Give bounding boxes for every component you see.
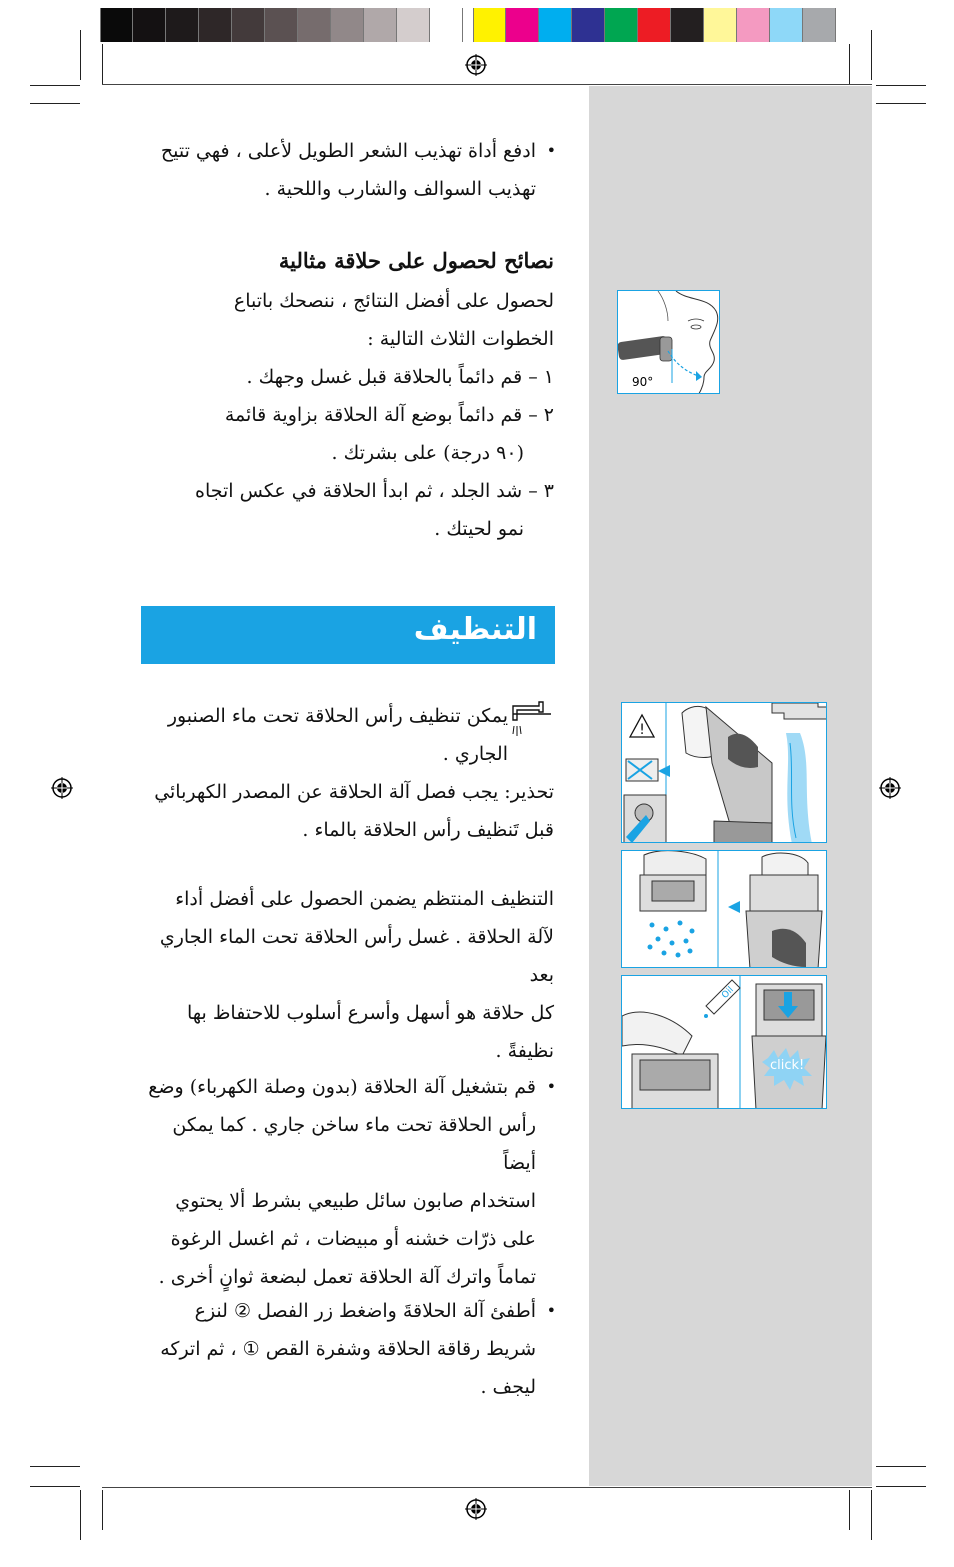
- click-label: click!: [770, 1058, 805, 1073]
- crop-mark: [876, 1486, 926, 1487]
- crop-mark: [30, 1486, 80, 1487]
- svg-text:!: !: [639, 722, 645, 738]
- remove-foil-figure: [621, 850, 827, 968]
- bullet-1-line: على ذرّات خشنه أو مبيضات ، ثم اغسل الرغوة: [170, 1228, 536, 1250]
- shaving-angle-figure: [617, 290, 720, 394]
- color-swatch: [473, 8, 506, 42]
- color-swatch: [539, 8, 572, 42]
- bullet-1-line: • قم بتشغيل آلة الحلاقة (بدون وصلة الكهرباء) وضع: [140, 1068, 556, 1106]
- color-swatch: [704, 8, 737, 42]
- warning-line: قبل تَنظيف رأس الحلاقة بالماء .: [302, 819, 554, 841]
- grey-swatch: [199, 8, 232, 42]
- tips-step-2: ٢ – قم دائماً بوضع آلة الحلاقة بزاوية قائمة: [224, 404, 554, 426]
- crop-mark: [876, 103, 926, 104]
- color-swatch: [605, 8, 638, 42]
- color-swatch: [737, 8, 770, 42]
- oil-and-click-figure: [621, 975, 827, 1109]
- grey-swatch: [232, 8, 265, 42]
- bullet-1-line: رأس الحلاقة تحت ماء ساخن جاري . كما يمكن أيضاً: [172, 1114, 536, 1174]
- tips-step-3-cont: نمو لحيتك .: [434, 518, 524, 540]
- bullet-2-line: شريط رقاقة الحلاقة وشفرة القص ① ، ثم اتركه: [160, 1338, 536, 1360]
- color-calibration-bar: [100, 8, 836, 42]
- crop-mark: [849, 44, 850, 84]
- page-trim-line: [102, 1487, 872, 1488]
- grey-swatch: [100, 8, 133, 42]
- grey-swatch: [397, 8, 430, 42]
- grey-swatch: [430, 8, 463, 42]
- tips-intro-line: لحصول على أفضل النتائج ، ننصحك باتباع: [233, 290, 554, 312]
- grey-swatch: [133, 8, 166, 42]
- warning-line: تحذير: يجب فصل آلة الحلاقة عن المصدر الكهربائي: [154, 781, 554, 803]
- cleaning-section-banner: [141, 606, 555, 664]
- crop-mark: [871, 1490, 872, 1540]
- color-swatch: [638, 8, 671, 42]
- grey-swatch: [166, 8, 199, 42]
- crop-mark: [876, 85, 926, 86]
- color-swatch: [506, 8, 539, 42]
- crop-mark: [80, 30, 81, 80]
- grey-swatch: [331, 8, 364, 42]
- oil-bottle-label: Oil: [720, 985, 736, 1001]
- color-swatch: [770, 8, 803, 42]
- registration-mark-top: [465, 54, 487, 76]
- bullet-2-line: ليجف .: [480, 1376, 536, 1398]
- color-swatch: [671, 8, 704, 42]
- cleaning-water-text: [140, 697, 508, 773]
- registration-mark-left: [51, 777, 73, 799]
- grey-swatch: [364, 8, 397, 42]
- tips-step-2-cont: (٩٠ درجة) على بشرتك .: [331, 442, 524, 464]
- registration-mark-right: [879, 777, 901, 799]
- cleaning-bullet-2: [140, 1292, 556, 1406]
- tips-heading: نصائح لحصول على حلاقة مثالية: [278, 248, 554, 273]
- regular-line: لآلة الحلاقة . غسل رأس الحلاقة تحت الماء الجاري بعد: [159, 926, 554, 986]
- grey-swatch: [298, 8, 331, 42]
- bullet-2-line: • أطفئ آلة الحلاقةَ واضغط زر الفصل ② لنزع: [140, 1292, 556, 1330]
- regular-line: نظيفةً .: [495, 1040, 554, 1062]
- cleaning-regular: [140, 880, 554, 1070]
- cleaning-warning: [140, 773, 554, 849]
- crop-mark: [876, 1466, 926, 1467]
- intro-bullet: [140, 132, 556, 208]
- tips-intro-line: الخطوات الثلاث التالية :: [367, 328, 554, 350]
- color-swatch: [572, 8, 605, 42]
- page-trim-line: [102, 84, 872, 85]
- cleaning-title: التنظيف: [413, 612, 537, 647]
- cleaning-water-line: الجاري .: [442, 743, 508, 765]
- angle-label: 90°: [632, 375, 654, 389]
- bullet-1-line: استخدام صابون سائل طبيعي بشرط ألا يحتوي: [175, 1190, 536, 1212]
- regular-line: كل حلاقة هو أسهل وأسرع أسلوب للاحتفاظ بها: [186, 1002, 554, 1024]
- regular-line: التنظيف المنتظم يضمن الحصول على أفضل أداء: [175, 888, 554, 910]
- intro-line: تهذيب السوالف والشارب واللحية .: [264, 178, 536, 200]
- rinse-illustration: [622, 703, 827, 843]
- crop-mark: [80, 1490, 81, 1540]
- grey-swatch: [265, 8, 298, 42]
- crop-mark: [102, 44, 103, 84]
- crop-mark: [849, 1490, 850, 1530]
- registration-mark-bottom: [465, 1498, 487, 1520]
- remove-foil-illustration: [622, 851, 827, 968]
- crop-mark: [871, 30, 872, 80]
- crop-mark: [30, 85, 80, 86]
- intro-line: • ادفع أداة تهذيب الشعر الطويل لأعلى ، فهي تتيح: [140, 132, 556, 170]
- tips-step-1: ١ – قم دائماً بالحلاقة قبل غسل وجهك .: [246, 366, 554, 388]
- cleaning-bullet-1: [140, 1068, 556, 1296]
- crop-mark: [30, 103, 80, 104]
- tips-body: [140, 282, 554, 548]
- cleaning-water-line: يمكن تنظيف رأس الحلاقة تحت ماء الصنبور: [167, 705, 508, 727]
- color-swatch: [803, 8, 836, 42]
- crop-mark: [102, 1490, 103, 1530]
- swatch-gap: [463, 8, 473, 42]
- tips-step-3: ٣ – شد الجلد ، ثم ابدأ الحلاقة في عكس اتجاه: [195, 480, 554, 502]
- water-tap-icon: [509, 700, 553, 740]
- bullet-1-line: تماماً واترك آلة الحلاقة تعمل لبضعة ثوانٍ أخرى .: [158, 1266, 536, 1288]
- rinse-under-tap-figure: [621, 702, 827, 843]
- crop-mark: [30, 1466, 80, 1467]
